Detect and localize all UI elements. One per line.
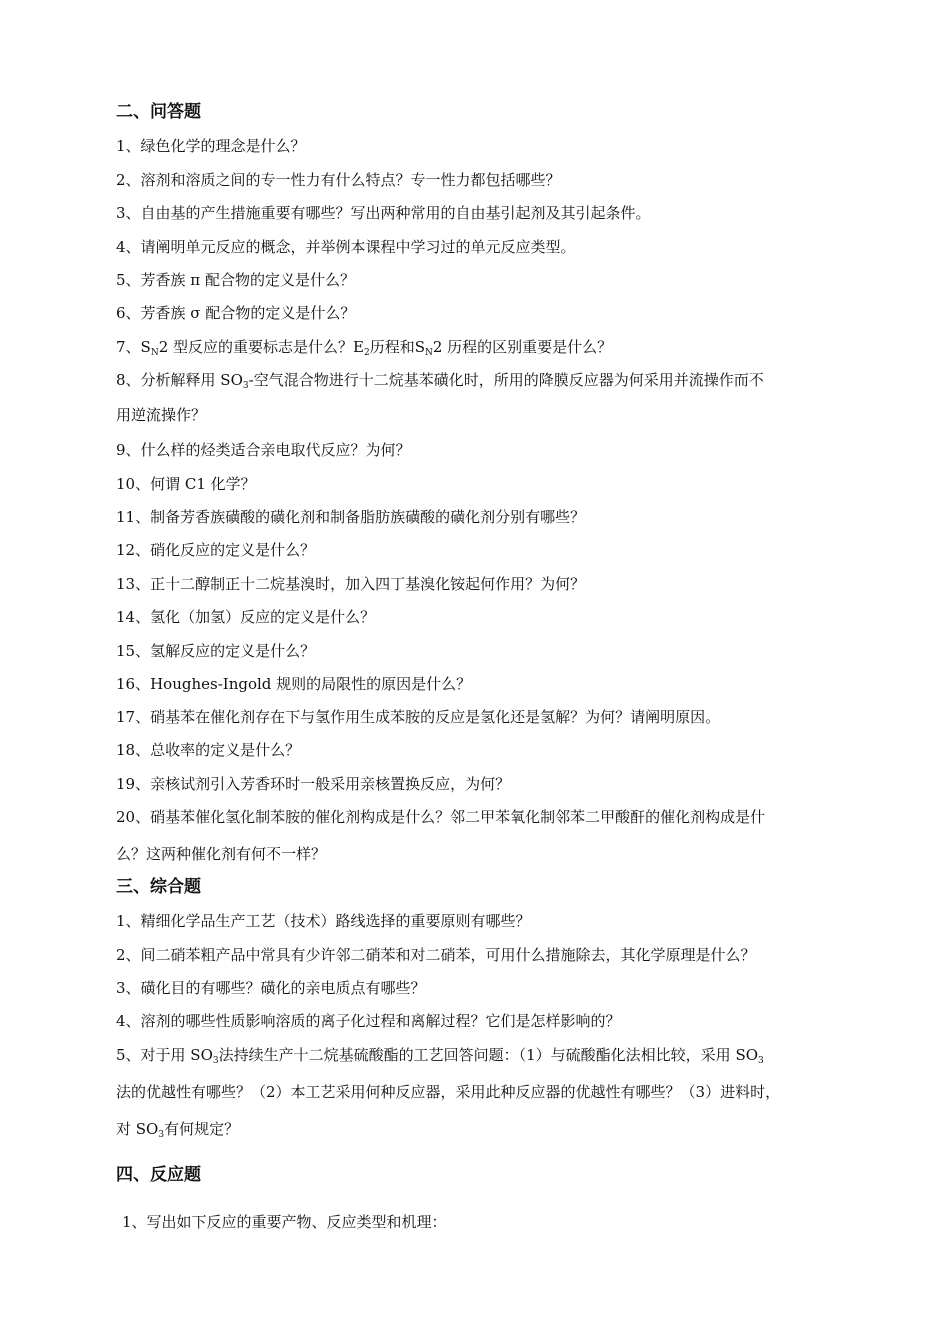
question-14: 14、氢化（加氢）反应的定义是什么？ [116,608,376,626]
question-17: 17、硝基苯在催化剂存在下与氢作用生成苯胺的反应是氢化还是氢解？为何？请阐明原因。 [116,708,721,726]
comprehensive-1: 1、精细化学品生产工艺（技术）路线选择的重要原则有哪些？ [116,912,531,930]
section-heading-qa: 二、问答题 [116,102,201,122]
comprehensive-3: 3、磺化目的有哪些？磺化的亲电质点有哪些？ [116,979,426,997]
question-5: 5、芳香族 π 配合物的定义是什么？ [116,271,355,289]
question-4: 4、请阐明单元反应的概念，并举例本课程中学习过的单元反应类型。 [116,238,576,256]
question-12: 12、硝化反应的定义是什么？ [116,541,316,559]
question-15: 15、氢解反应的定义是什么？ [116,642,316,660]
reaction-question-1: 1、写出如下反应的重要产物、反应类型和机理： [122,1213,447,1231]
question-19: 19、亲核试剂引入芳香环时一般采用亲核置换反应，为何？ [116,775,511,793]
section-heading-comprehensive: 三、综合题 [116,877,201,897]
question-8-continued: 用逆流操作？ [116,406,207,424]
comprehensive-5-line-3: 对 $SO_3$有何规定？ [116,1120,240,1140]
question-10: 10、何谓 C1 化学？ [116,475,256,493]
comprehensive-2: 2、间二硝苯粗产品中常具有少许邻二硝苯和对二硝苯，可用什么措施除去，其化学原理是什么？ [116,946,756,964]
question-7: 7、$S_N2$ 型反应的重要标志是什么？$E_2$历程和$S_N2$ 历程的区别重要是什么？ [116,338,613,358]
question-2: 2、溶剂和溶质之间的专一性力有什么特点？专一性力都包括哪些？ [116,171,561,189]
comprehensive-5-line-2: 法的优越性有哪些？（2）本工艺采用何种反应器，采用此种反应器的优越性有哪些？（3）进料时， [116,1083,781,1101]
comprehensive-5: 5、对于用 $SO_3$法持续生产十二烷基硫酸酯的工艺回答问题：（1）与硫酸酯化法相比较，采用 $SO_3$ [116,1046,764,1066]
question-13: 13、正十二醇制正十二烷基溴时，加入四丁基溴化铵起何作用？为何？ [116,575,586,593]
question-20: 20、硝基苯催化氢化制苯胺的催化剂构成是什么？邻二甲苯氧化制邻苯二甲酸酐的催化剂构成是什 [116,808,766,826]
question-16: 16、Houghes-Ingold 规则的局限性的原因是什么？ [116,675,472,693]
question-6: 6、芳香族 σ 配合物的定义是什么？ [116,304,356,322]
comprehensive-4: 4、溶剂的哪些性质影响溶质的离子化过程和离解过程？它们是怎样影响的？ [116,1012,621,1030]
section-heading-reactions: 四、反应题 [116,1165,201,1185]
question-11: 11、制备芳香族磺酸的磺化剂和制备脂肪族磺酸的磺化剂分别有哪些？ [116,508,586,526]
question-18: 18、总收率的定义是什么？ [116,741,301,759]
question-1: 1、绿色化学的理念是什么？ [116,137,306,155]
question-20-continued: 么？这两种催化剂有何不一样？ [116,845,327,863]
question-8: 8、分析解释用 $SO_3-$空气混合物进行十二烷基苯磺化时，所用的降膜反应器为何采用并流操作而不 [116,371,764,391]
question-3: 3、自由基的产生措施重要有哪些？写出两种常用的自由基引起剂及其引起条件。 [116,204,651,222]
question-9: 9、什么样的烃类适合亲电取代反应？为何？ [116,441,411,459]
